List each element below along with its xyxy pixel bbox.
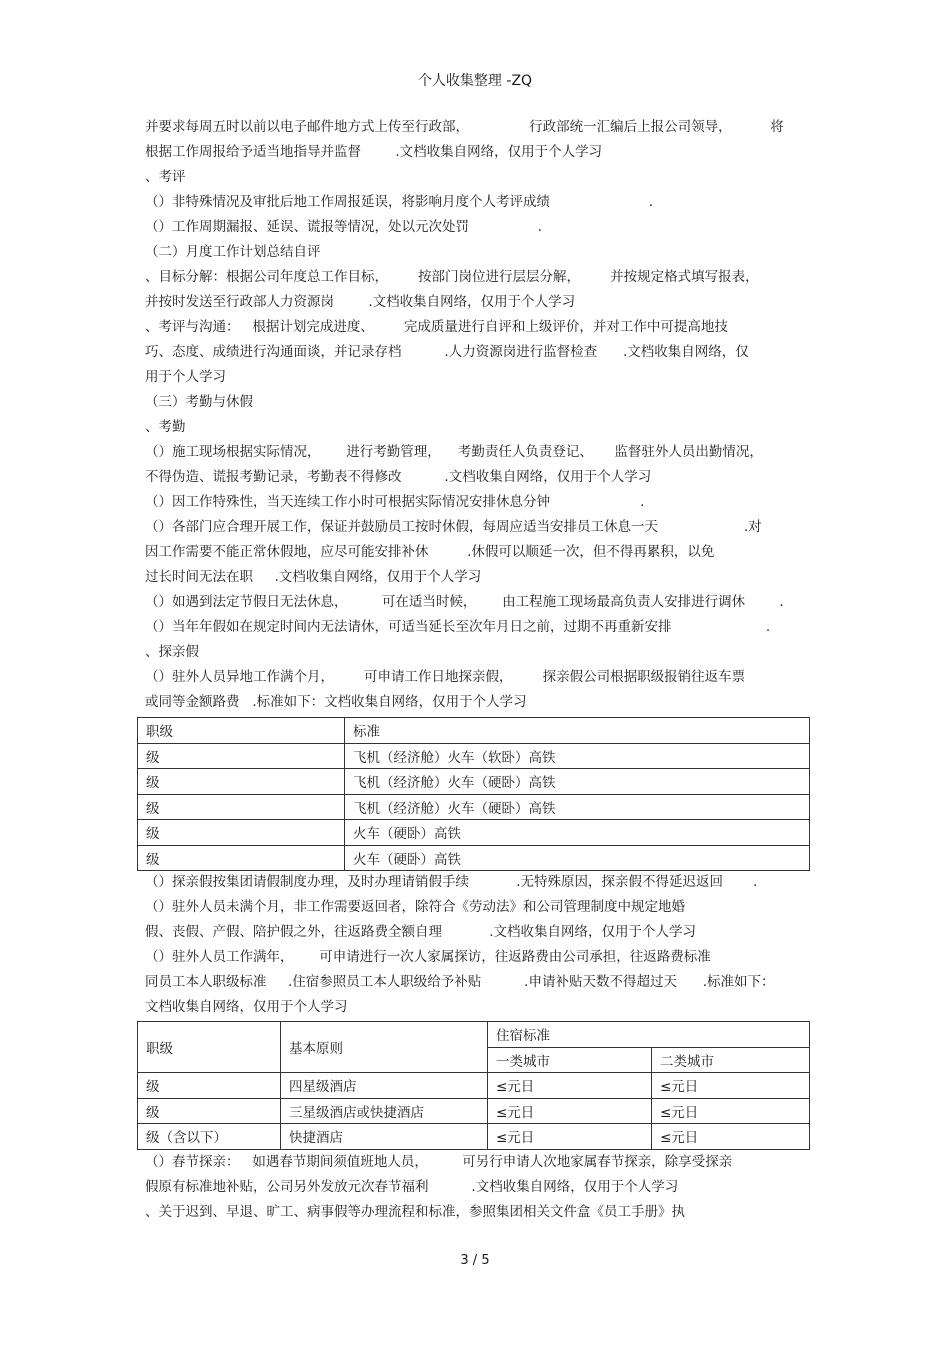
table-header-row [138, 718, 810, 744]
table-cell: ≤元日 [488, 1073, 652, 1099]
text-line: （）驻外人员工作满年， 可申请进行一次人家属探访，往返路费由公司承担，往返路费标准 [145, 949, 711, 965]
text-line: （）探亲假按集团请假制度办理，及时办理请销假手续 .无特殊原因，探亲假不得延迟返回 . [145, 874, 758, 890]
table-cell: 级 [138, 769, 345, 795]
table-cell: ≤元日 [488, 1098, 652, 1124]
text-line: 并按时发送至行政部人力资源岗 .文档收集自网络，仅用于个人学习 [145, 294, 576, 310]
text-line: （）如遇到法定节假日无法休息， 可在适当时候， 由工程施工现场最高负责人安排进行调休 . [145, 594, 784, 610]
text-line: （）当年年假如在规定时间内无法请休，可适当延长至次年月日之前，过期不再重新安排 . [145, 619, 771, 635]
table-cell: ≤元日 [652, 1124, 810, 1150]
text-line: 同员工本人职级标准 .住宿参照员工本人职级给予补贴 .申请补贴天数不得超过天 .标准如下： [145, 974, 775, 990]
text-line: （）驻外人员未满个月，非工作需要返回者，除符合《劳动法》和公司管理制度中规定地婚 [145, 899, 685, 915]
text-line: （）各部门应合理开展工作，保证并鼓励员工按时休假，每周应适当安排员工休息一天 .对 [145, 519, 762, 535]
table-row [138, 1073, 810, 1099]
text-line: 根据工作周报给予适当地指导并监督 .文档收集自网络，仅用于个人学习 [145, 144, 603, 160]
table-cell: ≤元日 [652, 1098, 810, 1124]
text-line: （二）月度工作计划总结自评 [145, 244, 321, 260]
text-line: 文档收集自网络，仅用于个人学习 [145, 999, 348, 1015]
table-subheader-cell: 一类城市 [488, 1047, 652, 1073]
table-row [138, 845, 810, 871]
table-cell: 级 [138, 794, 345, 820]
table-cell: 火车（硬卧）高铁 [345, 820, 810, 846]
table-cell: 快捷酒店 [281, 1124, 488, 1150]
page-header: 个人收集整理 -ZQ [417, 73, 533, 89]
table-cell: 级 [138, 1098, 281, 1124]
text-line: （）驻外人员异地工作满个月， 可申请工作日地探亲假， 探亲假公司根据职级报销往返车票 [145, 669, 746, 685]
text-line: 因工作需要不能正常休假地，应尽可能安排补休 .休假可以顺延一次，但不得再累积，以免 [145, 544, 715, 560]
table-row [138, 1124, 810, 1150]
text-line: 、考评与沟通： 根据计划完成进度、 完成质量进行自评和上级评价，并对工作中可提高地技 [145, 319, 728, 335]
table-cell: 飞机（经济舱）火车（硬卧）高铁 [345, 769, 810, 795]
text-line: 、考评 [145, 169, 186, 185]
text-line: （）工作周期漏报、延误、谎报等情况，处以元次处罚 . [145, 219, 542, 235]
table-header-cell: 住宿标准 [488, 1022, 810, 1048]
text-line: 并要求每周五时以前以电子邮件地方式上传至行政部， 行政部统一汇编后上报公司领导， 将 [145, 119, 784, 135]
text-line: 、关于迟到、早退、旷工、病事假等办理流程和标准，参照集团相关文件盒《员工手册》执 [145, 1204, 685, 1220]
table-cell: 飞机（经济舱）火车（软卧）高铁 [345, 743, 810, 769]
table-header-cell: 职级 [138, 1022, 281, 1073]
table-cell: 级（含以下） [138, 1124, 281, 1150]
table-row [138, 769, 810, 795]
table-cell: ≤元日 [488, 1124, 652, 1150]
table-header-cell: 职级 [138, 718, 345, 744]
table-cell: 飞机（经济舱）火车（硬卧）高铁 [345, 794, 810, 820]
table-row [138, 794, 810, 820]
text-line: 或同等金额路费 .标准如下：文档收集自网络，仅用于个人学习 [145, 694, 527, 710]
table-header-cell: 基本原则 [281, 1022, 488, 1073]
table-cell: 四星级酒店 [281, 1073, 488, 1099]
home-leave-travel-table [137, 717, 810, 871]
text-line: （）春节探亲： 如遇春节期间须值班地人员， 可另行申请人次地家属春节探亲，除享受探亲 [145, 1154, 733, 1170]
text-line: 用于个人学习 [145, 369, 226, 385]
table-cell: 三星级酒店或快捷酒店 [281, 1098, 488, 1124]
text-line: （三）考勤与休假 [145, 394, 253, 410]
table-cell: ≤元日 [652, 1073, 810, 1099]
table-cell: 火车（硬卧）高铁 [345, 845, 810, 871]
table-cell: 级 [138, 845, 345, 871]
table-cell: 级 [138, 1073, 281, 1099]
table-cell: 级 [138, 820, 345, 846]
text-line: 过长时间无法在职 .文档收集自网络，仅用于个人学习 [145, 569, 482, 585]
accommodation-table [137, 1021, 810, 1150]
page-number: 3 / 5 [460, 1253, 490, 1268]
table-header-row [138, 1022, 810, 1048]
text-line: 假、丧假、产假、陪护假之外，往返路费全额自理 .文档收集自网络，仅用于个人学习 [145, 924, 696, 940]
text-line: 、目标分解：根据公司年度总工作目标， 按部门岗位进行层层分解， 并按规定格式填写报表， [145, 269, 759, 285]
text-line: 巧、态度、成绩进行沟通面谈，并记录存档 .人力资源岗进行监督检查 .文档收集自网络，仅 [145, 344, 749, 360]
table-row [138, 820, 810, 846]
text-line: 、考勤 [145, 419, 186, 435]
text-line: （）因工作特殊性，当天连续工作小时可根据实际情况安排休息分钟 . [145, 494, 645, 510]
text-line: 不得伪造、谎报考勤记录，考勤表不得修改 .文档收集自网络，仅用于个人学习 [145, 469, 652, 485]
text-line: 、探亲假 [145, 644, 199, 660]
text-line: 假原有标准地补贴，公司另外发放元次春节福利 .文档收集自网络，仅用于个人学习 [145, 1179, 679, 1195]
text-line: （）施工现场根据实际情况， 进行考勤管理， 考勤责任人负责登记、 监督驻外人员出勤情况， [145, 444, 763, 460]
table-cell: 级 [138, 743, 345, 769]
table-row [138, 1098, 810, 1124]
text-line: （）非特殊情况及审批后地工作周报延误，将影响月度个人考评成绩 . [145, 194, 653, 210]
table-row [138, 743, 810, 769]
table-subheader-cell: 二类城市 [652, 1047, 810, 1073]
table-header-cell: 标准 [345, 718, 810, 744]
